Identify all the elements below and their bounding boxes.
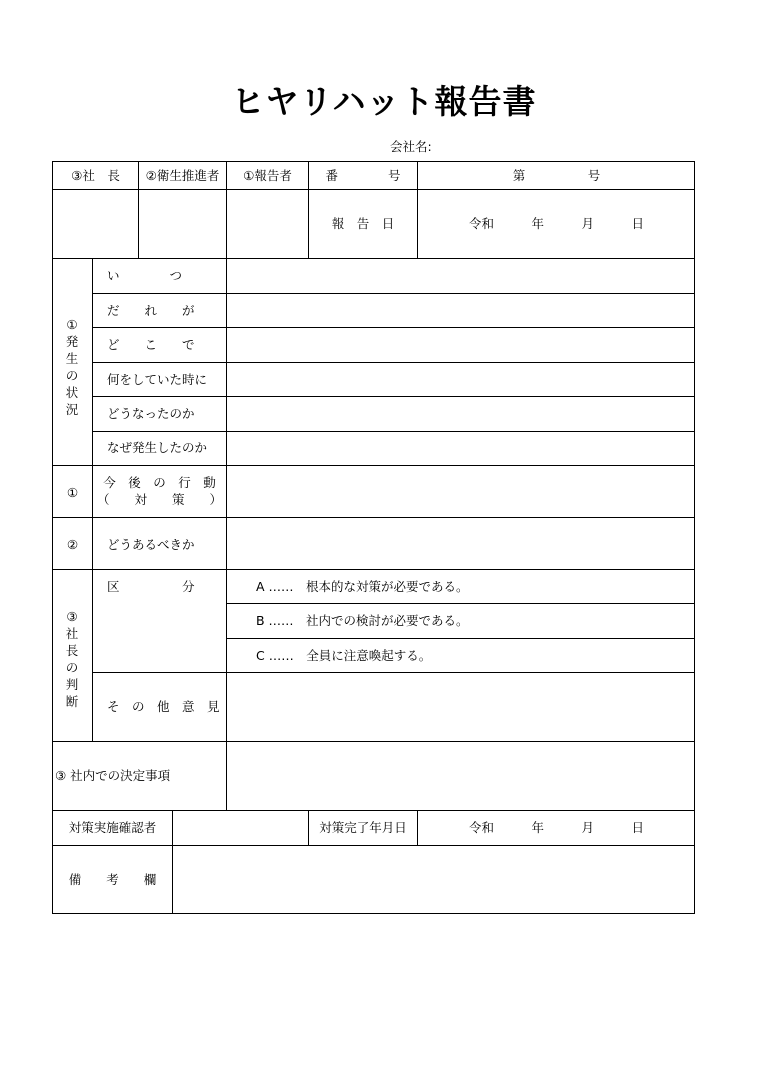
col-divider — [226, 258, 227, 810]
option-a[interactable]: A …… 根本的な対策が必要である。 — [256, 579, 469, 594]
col-divider — [138, 161, 139, 258]
occurrence-section-label: ①発生の状況 — [65, 317, 79, 417]
row-divider — [52, 741, 695, 742]
future-action-field[interactable] — [227, 466, 695, 517]
occurrence-who-field[interactable] — [227, 294, 695, 327]
col-divider — [417, 161, 418, 258]
row-divider — [226, 603, 695, 604]
form-frame — [52, 161, 695, 914]
occurrence-when-label: い つ — [107, 268, 183, 283]
header-number-label: 番 号 — [325, 168, 401, 183]
ideal-label: どうあるべきか — [107, 537, 195, 552]
completion-date-label: 対策完了年月日 — [319, 820, 407, 835]
row-divider — [52, 845, 695, 846]
page-title: ヒヤリハット報告書 — [231, 82, 537, 121]
header-president: ③社 長 — [71, 168, 120, 183]
report-date-value[interactable]: 令和 年 月 日 — [468, 216, 644, 231]
confirmer-field[interactable] — [173, 811, 308, 845]
decision-field[interactable] — [227, 742, 695, 810]
decision-label: ③ 社内での決定事項 — [55, 768, 171, 783]
row-divider — [52, 569, 695, 570]
occurrence-result-field[interactable] — [227, 397, 695, 431]
col-divider — [308, 161, 309, 258]
completion-date-value[interactable]: 令和 年 月 日 — [468, 820, 644, 835]
future-action-number: ① — [66, 485, 79, 500]
future-action-sublabel: （ 対 策 ） — [96, 492, 222, 507]
row-divider — [52, 465, 695, 466]
occurrence-result-label: どうなったのか — [107, 406, 195, 421]
other-opinion-field[interactable] — [227, 673, 695, 741]
ideal-field[interactable] — [227, 518, 695, 569]
row-divider — [52, 810, 695, 811]
row-divider — [92, 396, 695, 397]
header-number-value: 第 号 — [512, 168, 601, 183]
row-divider — [92, 362, 695, 363]
ideal-number: ② — [66, 537, 79, 552]
occurrence-cause-label: なぜ発生したのか — [107, 440, 208, 455]
occurrence-where-field[interactable] — [227, 328, 695, 362]
option-b[interactable]: B …… 社内での検討が必要である。 — [256, 613, 469, 628]
category-label: 区 分 — [107, 579, 195, 594]
occurrence-when-field[interactable] — [227, 259, 695, 293]
occurrence-doing-label: 何をしていた時に — [107, 372, 208, 387]
reporter-stamp-box[interactable] — [227, 190, 308, 258]
remarks-field[interactable] — [173, 846, 695, 914]
col-divider — [308, 810, 309, 845]
occurrence-who-label: だ れ が — [107, 303, 195, 318]
occurrence-cause-field[interactable] — [227, 432, 695, 465]
row-divider — [92, 293, 695, 294]
row-divider — [226, 638, 695, 639]
col-divider — [417, 810, 418, 845]
row-divider — [52, 258, 695, 259]
other-opinion-label: そ の 他 意 見 — [107, 699, 220, 714]
row-divider — [92, 672, 695, 673]
future-action-label: 今 後 の 行 動 — [103, 475, 216, 490]
report-date-label: 報 告 日 — [331, 216, 395, 231]
president-stamp-box[interactable] — [53, 190, 138, 258]
header-safety-promoter: ②衛生推進者 — [145, 168, 220, 183]
option-c[interactable]: C …… 全員に注意喚起する。 — [256, 648, 432, 663]
col-divider — [226, 161, 227, 258]
row-divider — [92, 327, 695, 328]
row-divider — [52, 517, 695, 518]
row-divider — [92, 431, 695, 432]
judgment-section-label: ③社長の判断 — [65, 609, 79, 709]
row-divider — [52, 189, 695, 190]
header-reporter: ①報告者 — [243, 168, 292, 183]
col-divider — [172, 810, 173, 914]
confirmer-label: 対策実施確認者 — [68, 820, 157, 835]
occurrence-doing-field[interactable] — [227, 363, 695, 396]
remarks-label: 備 考 欄 — [68, 872, 157, 887]
occurrence-where-label: ど こ で — [107, 337, 195, 352]
company-name-label: 会社名: — [390, 139, 432, 154]
safety-promoter-stamp-box[interactable] — [139, 190, 226, 258]
col-divider — [92, 258, 93, 741]
